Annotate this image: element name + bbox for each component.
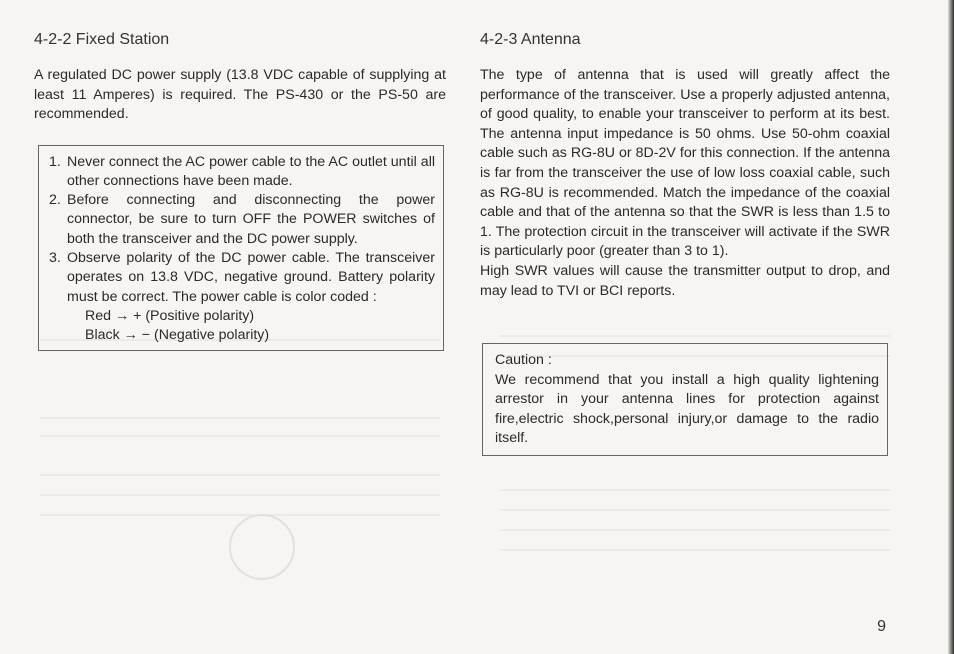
list-item-number: 2. [49, 192, 61, 209]
list-item-text: Before connecting and disconnecting the power connector, be sure to turn OFF the POWER switches of both the transceiver and the DC power supply. [67, 192, 435, 247]
list-item [49, 191, 435, 249]
antenna-body: The type of antenna that is used will greatly affect the performance of the transceiver. Use a properly adjusted antenna, of good quality, to enable your transceiver to perform at its best. The antenna input impedance is 50 ohms. Use 50-ohm coaxial cable such as RG-8U or 8D-2V for this connection. If the antenna is far from the transceiver the use of low loss coaxial cable, such as RG-8U is recommended. Match the impedance of the coaxial cable and that of the antenna so that the SWR is less than 1.5 to 1. The protection circuit in the transceiver will activate if the SWR is particularly poor (greater than 3 to 1). [480, 67, 890, 260]
caution-title: Caution : [495, 352, 552, 369]
polarity-black: Black → − (Negative polarity) [85, 327, 270, 344]
list-item-text: Never connect the AC power cable to the AC outlet until all other connections have been made. [67, 153, 435, 189]
list-item-number: 3. [49, 249, 61, 266]
left-column [34, 30, 446, 351]
list-item-number: 1. [49, 153, 61, 170]
list-item [49, 249, 435, 345]
section-heading-antenna: 4-2-3 Antenna [480, 31, 581, 48]
list-item-text: Observe polarity of the DC power cable. The transceiver operates on 13.8 VDC, negative ground. Battery polarity must be correct. The power cable is color coded : [67, 249, 435, 305]
caution-box [482, 343, 888, 456]
polarity-red: Red → + (Positive polarity) [85, 307, 255, 324]
section-heading-fixed-station: 4-2-2 Fixed Station [34, 31, 170, 48]
fixed-station-intro: A regulated DC power supply (13.8 VDC capable of supplying at least 11 Amperes) is required. The PS-430 or the PS-50 are recommended. [34, 67, 446, 122]
caution-text: We recommend that you install a high quality lightening arrestor in your antenna lines for protection against fire,electric shock,personal injury,or damage to the radio itself. [495, 371, 879, 447]
page-edge-shadow [948, 0, 954, 654]
antenna-swr-note: High SWR values will cause the transmitter output to drop, and may lead to TVI or BCI reports. [480, 262, 890, 299]
list-item [49, 153, 435, 192]
power-notice-box [38, 145, 444, 352]
power-notice-list [49, 153, 435, 346]
right-column [480, 30, 890, 456]
page-number: 9 [877, 618, 886, 635]
